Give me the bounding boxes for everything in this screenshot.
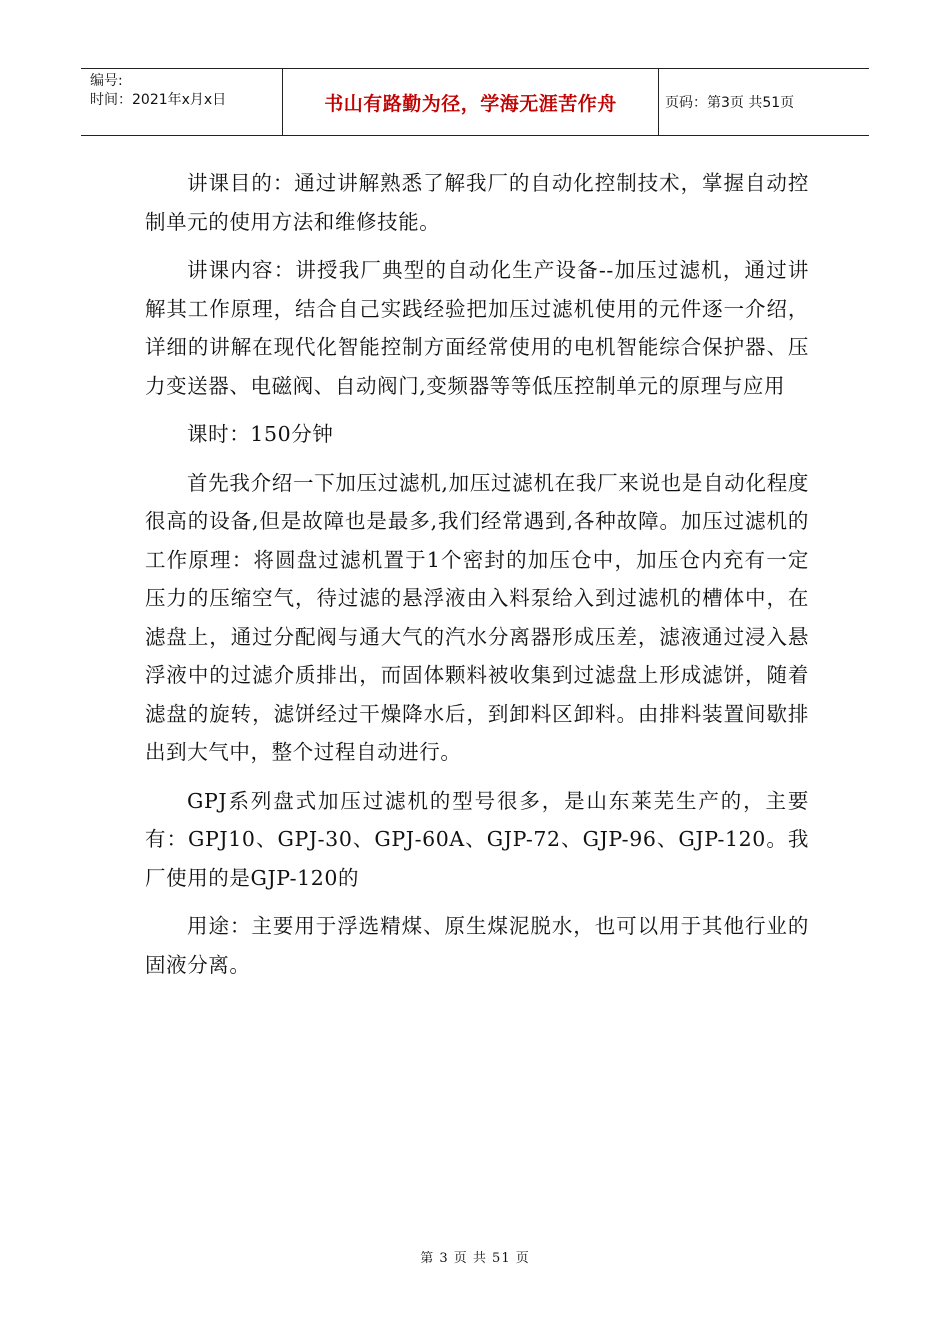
paragraph-models: GPJ系列盘式加压过滤机的型号很多，是山东莱芜生产的，主要有：GPJ10、GPJ-30、GPJ-60A、GJP-72、GJP-96、GJP-120。我厂使用的是GJP-120的	[145, 788, 809, 890]
document-body	[145, 164, 809, 994]
page-header	[81, 68, 869, 136]
paragraph-usage: 用途：主要用于浮选精煤、原生煤泥脱水，也可以用于其他行业的固液分离。	[145, 914, 809, 977]
paragraph-content: 讲课内容：讲授我厂典型的自动化生产设备--加压过滤机，通过讲解其工作原理，结合自己实践经验把加压过滤机使用的元件逐一介绍，详细的讲解在现代化智能控制方面经常使用的电机智能综合保护器、压力变送器、电磁阀、自动阀门,变频器等等低压控制单元的原理与应用	[145, 258, 809, 398]
paragraph-duration: 课时：150分钟	[187, 422, 334, 446]
document-date: 时间：2021年x月x日	[90, 92, 227, 108]
paragraph-principle: 首先我介绍一下加压过滤机,加压过滤机在我厂来说也是自动化程度很高的设备,但是故障也是最多,我们经常遇到,各种故障。加压过滤机的工作原理：将圆盘过滤机置于1个密封的加压仓中，加压仓内充有一定压力的压缩空气，待过滤的悬浮液由入料泵给入到过滤机的槽体中，在滤盘上，通过分配阀与通大气的汽水分离器形成压差，滤液通过浸入悬浮液中的过滤介质排出，而固体颗料被收集到过滤盘上形成滤饼，随着滤盘的旋转，滤饼经过干燥降水后，到卸料区卸料。由排料装置间歇排出到大气中，整个过程自动进行。	[145, 470, 809, 764]
header-motto: 书山有路勤为径，学海无涯苦作舟	[283, 69, 659, 135]
header-meta	[81, 69, 283, 135]
paragraph-purpose: 讲课目的：通过讲解熟悉了解我厂的自动化控制技术，掌握自动控制单元的使用方法和维修技能。	[145, 171, 809, 234]
header-page-info: 页码：第3页 共51页	[665, 95, 795, 111]
document-number-label: 编号:	[90, 73, 123, 89]
page-footer: 第 3 页 共 51 页	[420, 1251, 530, 1266]
